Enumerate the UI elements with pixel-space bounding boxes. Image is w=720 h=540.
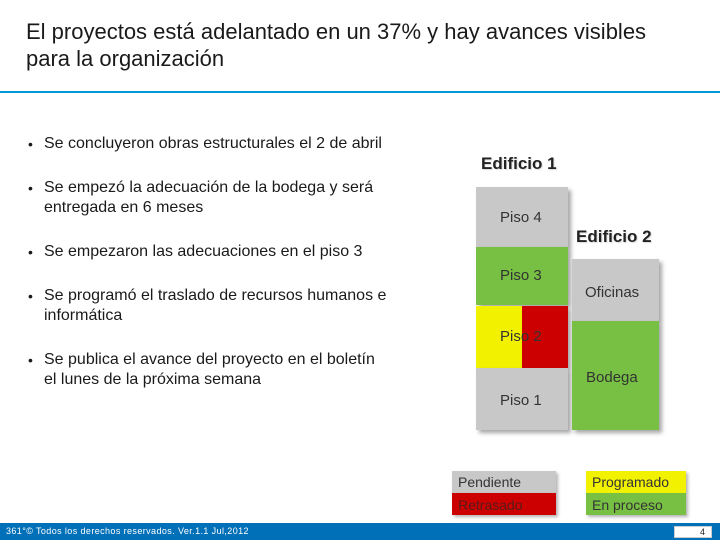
page-number: 4 xyxy=(699,527,705,537)
legend-en-proceso-label: En proceso xyxy=(592,497,663,513)
floor-1-label: Piso 1 xyxy=(500,392,542,409)
floor-3-label: Piso 3 xyxy=(500,267,542,284)
legend-programado-label: Programado xyxy=(592,474,670,490)
slide-title: El proyectos está adelantado en un 37% y hay avances visibles para la organización xyxy=(26,19,647,71)
bullet-dot: • xyxy=(28,136,33,152)
bullet-dot: • xyxy=(28,288,33,304)
bullet-item xyxy=(28,350,388,390)
bullet-text: Se empezaron las adecuaciones en el piso 3 xyxy=(44,243,363,260)
bullet-text: Se empezó la adecuación de la bodega y será entregada en 6 meses xyxy=(44,179,374,216)
bullet-item xyxy=(28,134,388,154)
bullet-dot: • xyxy=(28,180,33,196)
bullet-item xyxy=(28,286,388,326)
bullet-text: Se publica el avance del proyecto en el boletín el lunes de la próxima semana xyxy=(44,351,375,388)
bullet-text: Se programó el traslado de recursos humanos e informática xyxy=(44,287,387,324)
floor-4-label: Piso 4 xyxy=(500,209,542,226)
legend-pendiente-label: Pendiente xyxy=(458,474,522,490)
bullet-list xyxy=(28,134,388,414)
page-number-box xyxy=(674,526,712,538)
bodega-label: Bodega xyxy=(586,369,638,386)
title-rule xyxy=(0,91,720,93)
bullet-dot: • xyxy=(28,352,33,368)
legend-retrasado-label: Retrasado xyxy=(458,497,523,513)
oficinas-label: Oficinas xyxy=(585,284,640,301)
bullet-text: Se concluyeron obras estructurales el 2 de abril xyxy=(44,135,382,152)
bullet-item xyxy=(28,178,388,218)
building1-title: Edificio 1 xyxy=(481,154,557,173)
building2-title: Edificio 2 xyxy=(576,227,652,246)
floor-2-label: Piso 2 xyxy=(500,328,542,345)
footer-copyright: 361°© Todos los derechos reservados. Ver.1.1 Jul,2012 xyxy=(6,526,249,536)
bullet-item xyxy=(28,242,388,262)
bullet-dot: • xyxy=(28,244,33,260)
